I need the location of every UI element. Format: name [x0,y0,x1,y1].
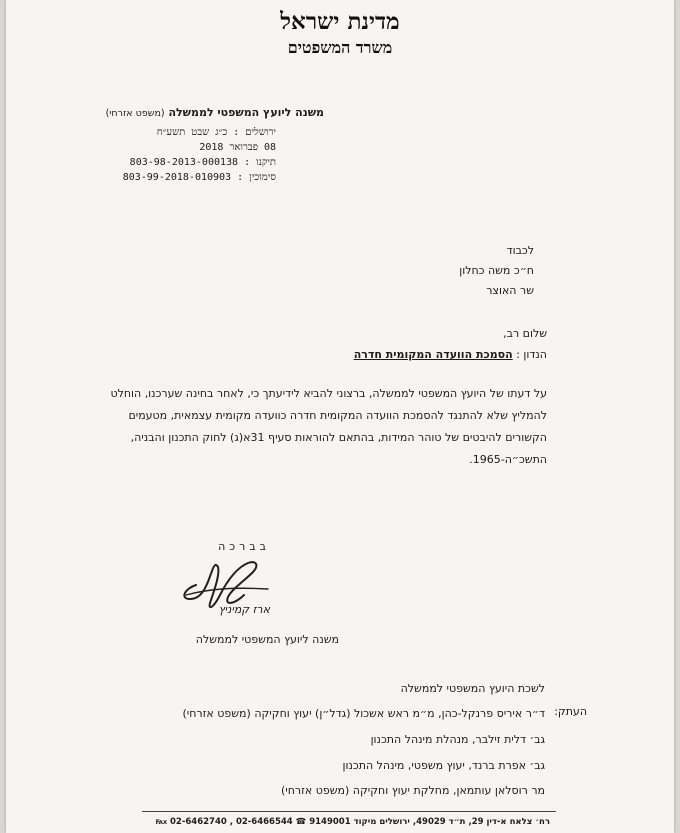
cc-item: גב׳ דלית זילבר, מנהלת מינהל התכנון [370,733,545,746]
signer-title: משנה ליועץ המשפטי לממשלה [195,633,339,646]
body-line: הקשורים להיבטים של טוהר המידות, בהתאם להוראות סעיף 31א(ג) לחוק התכנון והבניה, [130,431,547,444]
greeting: שלום רב, [503,327,547,340]
hebrew-date: ירושלים : כ״ג שבט תשע״ח [156,127,276,138]
cc-item: גב׳ אפרת ברנד, יעוץ משפטי, מינהל התכנון [342,759,545,772]
recipient-role: שר האוצר [486,284,534,297]
footer-divider [142,811,556,812]
gregorian-date: 08 פברואר 2018 [199,142,276,153]
body-line: על דעתו של היועץ המשפטי לממשלה, ברצוני להביא לידיעתך כי, לאחר בחינה שערכנו, הוחלט [110,387,547,400]
file-reference: תיקנו : 803-98-2013-000138 [129,157,276,168]
office-title-text: משנה ליועץ המשפטי לממשלה [168,106,324,119]
closing: בברכה [218,540,270,553]
recipient-name: ח״כ משה כחלון [459,264,534,277]
cc-item: לשכת היועץ המשפטי לממשלה [400,682,545,695]
copies-label: העתק: [554,705,587,718]
ministry-name: משרד המשפטים [287,38,393,57]
signer-name: ארז קמיניץ [218,603,270,616]
office-subtitle: (משפט אזרחי) [105,108,165,119]
office-title [106,106,324,119]
document-reference: סימוכין : 803-99-2018-010903 [122,172,276,183]
subject-line [354,348,547,361]
footer-address: רח׳ צלאח א-דין 29, ת״ד 49029, ירושלים מיקוד 9149001 ☎ 02-6466544 , 02-6462740 ℻ [155,817,550,827]
letter-page [6,0,674,833]
recipient-honorific: לכבוד [506,244,534,257]
body-line: התשכ״ה-1965. [469,453,547,466]
subject-label: הנדון : [516,348,547,361]
body-line: להמליץ שלא להתנגד להסמכת הוועדה המקומית חדרה כוועדה מקומית עצמאית, מטעמים [128,409,547,422]
cc-item: מר רוסלאן עותמאן, מחלקת יעוץ וחקיקה (משפט אזרחי) [280,784,545,797]
cc-item: ד״ר איריס פרנקל-כהן, מ״מ ראש אשכול (גדל״ן) יעוץ וחקיקה (משפט אזרחי) [182,707,545,720]
state-name: מדינת ישראל [280,8,400,35]
subject-text: הסמכת הוועדה המקומית חדרה [353,348,513,361]
